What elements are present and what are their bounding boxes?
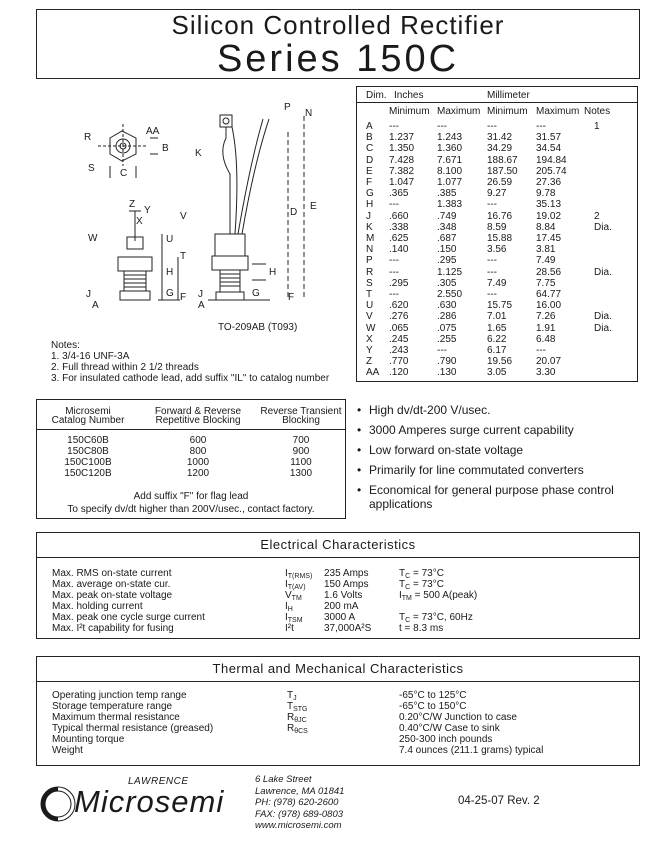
dim-label-c: C [120,168,128,179]
dim-label-h2: H [269,267,277,278]
dim-cell: 8.100 [437,165,463,177]
dim-cell: .790 [437,356,457,368]
dim-cell: 2 [594,210,600,222]
features-list [357,403,642,517]
hdr-catalog-1: Microsemi [65,406,111,417]
catalog-cell: 600 [189,435,207,446]
dim-label-f: F [180,292,187,303]
dim-label-g2: G [252,288,260,299]
dim-label-e: E [310,201,317,212]
dim-cell: .150 [437,244,457,256]
dim-cell: 187.50 [487,165,518,177]
dim-cell: 1.237 [389,132,415,144]
dim-cell: .660 [389,210,409,222]
dim-cell: .295 [437,255,457,267]
dim-cell: C [366,143,374,155]
feature-item: • Primarily for line commutated converters [357,463,642,477]
dim-cell: 27.36 [536,177,562,188]
dim-row-c [357,143,639,155]
dim-cell: Dia. [594,322,612,334]
thermal-symbol: $T_{STG}$ [287,701,308,713]
catalog-cell: 1000 [186,457,210,468]
dim-cell: 3.81 [536,244,556,256]
dim-cell: .770 [389,356,409,368]
dim-label-x: X [136,216,143,227]
dim-cell: .348 [437,221,457,233]
outline-drawing [40,94,350,334]
dim-label-k: K [195,148,202,159]
dim-cell: 8.84 [536,221,556,233]
dim-cell: --- [487,199,497,211]
elec-param-label: Max. I²t capability for fusing [52,623,174,634]
dim-row-s [357,278,639,290]
dim-cell: P [366,255,373,267]
dim-row-k [357,222,639,234]
revision-date: 04-25-07 Rev. 2 [458,795,540,807]
address-line: FAX: (978) 689-0803 [255,808,344,820]
feature-item: • Economical for general purpose phase control applications [357,483,642,511]
dim-label-p: P [284,102,291,113]
dim-cell: 20.07 [536,356,562,368]
catalog-cell: 700 [292,435,310,446]
catalog-cell: 150C80B [67,446,109,457]
dim-cell: 3.05 [487,367,507,379]
elec-value: 1.6 Volts [324,590,363,601]
dim-cell: .338 [389,221,409,233]
elec-condition: $T_C = 73^\circ C$ [399,579,444,591]
dim-cell: V [366,311,373,323]
dim-cell: .625 [389,233,409,244]
dim-cell: 7.382 [389,165,415,177]
dim-label-z: Z [129,199,136,210]
dim-cell: M [366,233,375,244]
thermal-value: 0.40°C/W Case to sink [399,723,500,734]
catalog-cell: 1100 [290,457,312,468]
dim-cell: 194.84 [536,154,567,166]
thermal-symbol: $R_{\theta CS}$ [287,723,308,735]
dim-row-p [357,255,639,267]
dim-cell: 19.56 [487,356,513,368]
dim-cell: F [366,177,373,188]
dim-cell: 19.02 [536,210,562,222]
thermal-value: -65°C to 125°C [399,690,467,701]
thermal-symbol: $T_J$ [287,690,297,702]
dim-cell: .295 [389,277,409,289]
dim-cell: 1.047 [389,177,415,188]
package-label: TO-209AB (T093) [218,322,298,333]
hdr-catalog-2: Catalog Number [51,415,125,426]
dim-label-g: G [166,288,174,299]
thermal-characteristics [36,656,640,766]
feature-item: • High dv/dt-200 V/usec. [357,403,642,417]
dim-row-j [357,211,639,223]
dim-cell: K [366,221,373,233]
logo-lawrence: LAWRENCE [128,776,189,787]
dim-label-u: U [166,234,174,245]
dim-cell: 6.17 [487,345,507,356]
dim-cell: --- [487,289,497,300]
dim-label-n: N [305,108,313,119]
col-notes: Notes [584,106,611,117]
dim-row-h [357,199,639,211]
dim-cell: R [366,266,374,278]
dim-cell: 188.67 [487,154,518,166]
dim-cell: 35.13 [536,199,562,211]
dim-cell: 64.77 [536,289,562,300]
dim-cell: .687 [437,233,457,244]
dim-cell: .243 [389,345,409,356]
elec-param-label: Max. RMS on-state current [52,568,172,579]
dim-cell: .255 [437,333,457,345]
inches-header: Inches [394,90,424,101]
dim-cell: X [366,333,373,345]
elec-param-label: Max. peak one cycle surge current [52,612,205,623]
dim-label-t: T [180,251,187,262]
dim-cell: 31.42 [487,132,513,144]
logo-wordmark: Microsemi [74,784,225,819]
dim-cell: H [366,199,374,211]
elec-symbol: $I_{T(AV)}$ [285,579,306,591]
elec-value: 3000 A [324,612,356,623]
col-max-in: Maximum [437,106,481,117]
dim-cell: 34.54 [536,143,562,155]
dim-cell: .130 [437,367,457,379]
elec-param-label: Max. peak on-state voltage [52,590,173,601]
dim-cell: 2.550 [437,289,463,300]
hdr-repetitive-1: Forward & Reverse [154,406,242,417]
elec-symbol: $I_{T(RMS)}$ [285,568,313,580]
thermal-value: -65°C to 150°C [399,701,467,712]
dim-row-y [357,345,639,357]
elec-symbol: I²t [285,623,294,634]
dim-cell: G [366,188,374,200]
dim-label-f2: F [288,292,295,303]
dim-cell: 3.56 [487,244,507,256]
dim-cell: B [366,132,373,144]
dim-cell: .630 [437,300,457,312]
hdr-repetitive-2: Repetitive Blocking [155,415,241,426]
note-item: 2. Full thread within 2 1/2 threads [51,362,199,373]
address-line: PH: (978) 620-2600 [255,797,339,808]
dim-cell: 1.65 [487,322,507,334]
dim-cell: --- [487,266,497,278]
elec-condition: $T_C = 73^\circ C$, 60Hz [399,612,473,624]
dim-cell: --- [487,255,497,267]
elec-condition: $I_{TM} = 500$ A(peak) [399,590,478,602]
dim-cell: 8.59 [487,221,507,233]
electrical-title: Electrical Characteristics [260,537,416,552]
dim-cell: D [366,154,374,166]
dim-cell: 34.29 [487,143,513,155]
dim-row-u [357,300,639,312]
catalog-cell: 150C60B [67,435,109,446]
catalog-cell: 900 [292,446,310,457]
dim-cell: --- [487,121,497,132]
dim-label-a: A [92,300,99,311]
thermal-param-label: Maximum thermal resistance [52,712,180,723]
dim-cell: 3.30 [536,367,556,379]
dim-row-e [357,166,639,178]
thermal-title: Thermal and Mechanical Characteristics [212,661,464,676]
dim-row-a [357,121,639,133]
dim-cell: E [366,165,373,177]
dim-cell: 1.125 [437,266,463,278]
elec-condition: $T_C = 73^\circ C$ [399,568,444,580]
company-address [255,774,344,832]
dim-cell: --- [389,199,399,211]
title-box [36,9,640,79]
thermal-param-label: Mounting torque [52,734,125,745]
dim-cell: .385 [437,188,457,200]
dim-cell: 205.74 [536,165,567,177]
catalog-footnote-flag: Add suffix "F" for flag lead [133,491,249,502]
catalog-footnote-dvdt: To specify dv/dt higher than 200V/usec., contact factory. [67,504,315,515]
dim-cell: .365 [389,188,409,200]
dim-cell: 17.45 [536,233,562,244]
dim-cell: 7.49 [536,255,556,267]
dim-cell: 9.27 [487,188,507,200]
feature-item: • 3000 Amperes surge current capability [357,423,642,437]
dim-label-b: B [162,143,169,154]
col-min-mm: Minimum [487,106,528,117]
dim-row-g [357,188,639,200]
dim-row-z [357,356,639,368]
dim-cell: 26.59 [487,177,513,188]
address-line: Lawrence, MA 01841 [255,785,345,797]
dim-row-aa [357,367,639,379]
dim-label-a2: A [198,300,205,311]
dim-cell: .749 [437,210,457,222]
dim-cell: W [366,322,376,334]
thermal-param-label: Storage temperature range [52,701,173,712]
dim-label-h: H [166,267,174,278]
dimension-table [356,86,638,382]
dim-cell: U [366,300,374,312]
dim-cell: 7.428 [389,154,415,166]
dim-label-j2: J [198,289,203,300]
dim-cell: Dia. [594,311,612,323]
dim-cell: --- [389,255,399,267]
dim-cell: --- [437,121,447,132]
dim-label-r: R [84,132,92,143]
dim-row-w [357,323,639,335]
hdr-transient-2: Blocking [282,415,320,426]
dim-cell: 1.383 [437,199,463,211]
dim-cell: J [366,210,371,222]
elec-value: 150 Amps [324,579,369,590]
dim-cell: --- [437,345,447,356]
dim-cell: .245 [389,333,409,345]
logo-mark-icon [40,786,76,822]
dim-cell: 7.49 [487,277,507,289]
mm-header: Millimeter [487,90,530,101]
elec-param-label: Max. holding current [52,601,143,612]
dim-cell: T [366,289,373,300]
electrical-characteristics [36,532,640,639]
dim-cell: 1.077 [437,177,463,188]
feature-item: • Low forward on-state voltage [357,443,642,457]
dim-cell: 6.48 [536,333,556,345]
dim-cell: .305 [437,277,457,289]
dim-cell: 1.243 [437,132,463,144]
col-max-mm: Maximum [536,106,580,117]
dim-cell: 1.360 [437,143,463,155]
catalog-cell: 150C100B [64,457,112,468]
thermal-value: 0.20°C/W Junction to case [399,712,517,723]
microsemi-logo [40,774,250,834]
dim-label-s: S [88,163,95,174]
dim-cell: --- [536,121,546,132]
series-title: Series 150C [216,38,460,80]
dim-cell: --- [389,289,399,300]
hdr-transient-1: Reverse Transient [260,406,342,417]
dim-cell: .075 [437,322,457,334]
address-line: www.microsemi.com [255,820,342,831]
dim-label-aa: AA [146,126,160,137]
elec-symbol: $I_H$ [285,601,293,613]
note-item: 3. For insulated cathode lead, add suffix "IL" to catalog number [51,373,330,384]
thermal-value: 250-300 inch pounds [399,734,493,745]
dim-row-v [357,311,639,323]
product-title: Silicon Controlled Rectifier [171,10,505,40]
elec-symbol: $I_{TSM}$ [285,612,303,624]
thermal-value: 7.4 ounces (211.1 grams) typical [399,745,544,756]
dim-cell: 28.56 [536,266,562,278]
dim-row-r [357,267,639,279]
notes [51,340,329,384]
dim-label-v: V [180,211,187,222]
dim-cell: .286 [437,311,457,323]
catalog-table [36,399,346,519]
dim-label-w: W [88,233,98,244]
dim-cell: 7.26 [536,311,556,323]
thermal-symbol: $R_{\theta JC}$ [287,712,307,724]
thermal-param-label: Weight [52,745,83,756]
dim-cell: --- [389,121,399,132]
elec-value: 235 Amps [324,568,369,579]
elec-value: 37,000A²S [324,623,372,634]
dim-cell: 16.76 [487,210,513,222]
dim-header: Dim. [366,90,387,101]
elec-param-label: Max. average on-state cur. [52,579,171,590]
dim-cell: --- [389,266,399,278]
dim-cell: .065 [389,322,409,334]
dim-cell: Z [366,356,373,368]
dim-cell: 15.75 [487,300,513,312]
note-item: 1. 3/4-16 UNF-3A [51,351,130,362]
dim-cell: N [366,244,374,256]
dim-cell: 16.00 [536,300,562,312]
dim-cell: --- [536,345,546,356]
catalog-cell: 1300 [289,468,313,479]
dim-cell: 1.350 [389,143,415,155]
dim-cell: 7.01 [487,311,507,323]
notes-heading: Notes: [51,340,80,351]
dim-cell: 15.88 [487,233,513,244]
dim-cell: Dia. [594,221,612,233]
dim-row-m [357,233,639,245]
catalog-cell: 1200 [186,468,210,479]
dim-label-y: Y [144,205,151,216]
dim-cell: 31.57 [536,132,562,144]
elec-condition: t = 8.3 ms [399,623,444,634]
dim-cell: .620 [389,300,409,312]
dim-cell: 1 [594,121,600,132]
dim-cell: .120 [389,367,409,379]
elec-symbol: $V_{TM}$ [285,590,302,602]
dim-cell: 7.671 [437,154,463,166]
thermal-param-label: Operating junction temp range [52,690,187,701]
dim-row-f [357,177,639,189]
dim-cell: 1.91 [536,322,556,334]
catalog-cell: 150C120B [64,468,112,479]
dim-label-j: J [86,289,91,300]
dim-cell: A [366,121,373,132]
dim-label-d: D [290,207,298,218]
dim-row-x [357,334,639,346]
address-line: 6 Lake Street [255,774,312,785]
dim-cell: AA [366,367,380,379]
catalog-cell: 800 [189,446,207,457]
dim-cell: .276 [389,311,409,323]
dim-cell: Dia. [594,266,612,278]
dim-cell: 7.75 [536,277,556,289]
dim-row-b [357,132,639,144]
dim-cell: S [366,277,373,289]
elec-value: 200 mA [324,601,359,612]
dim-row-d [357,155,639,167]
thermal-param-label: Typical thermal resistance (greased) [52,723,214,734]
dim-cell: 6.22 [487,333,507,345]
dim-cell: Y [366,345,373,356]
dim-cell: 9.78 [536,188,556,200]
col-min-in: Minimum [389,106,430,117]
dim-row-n [357,244,639,256]
dim-cell: .140 [389,244,409,256]
dim-row-t [357,289,639,301]
